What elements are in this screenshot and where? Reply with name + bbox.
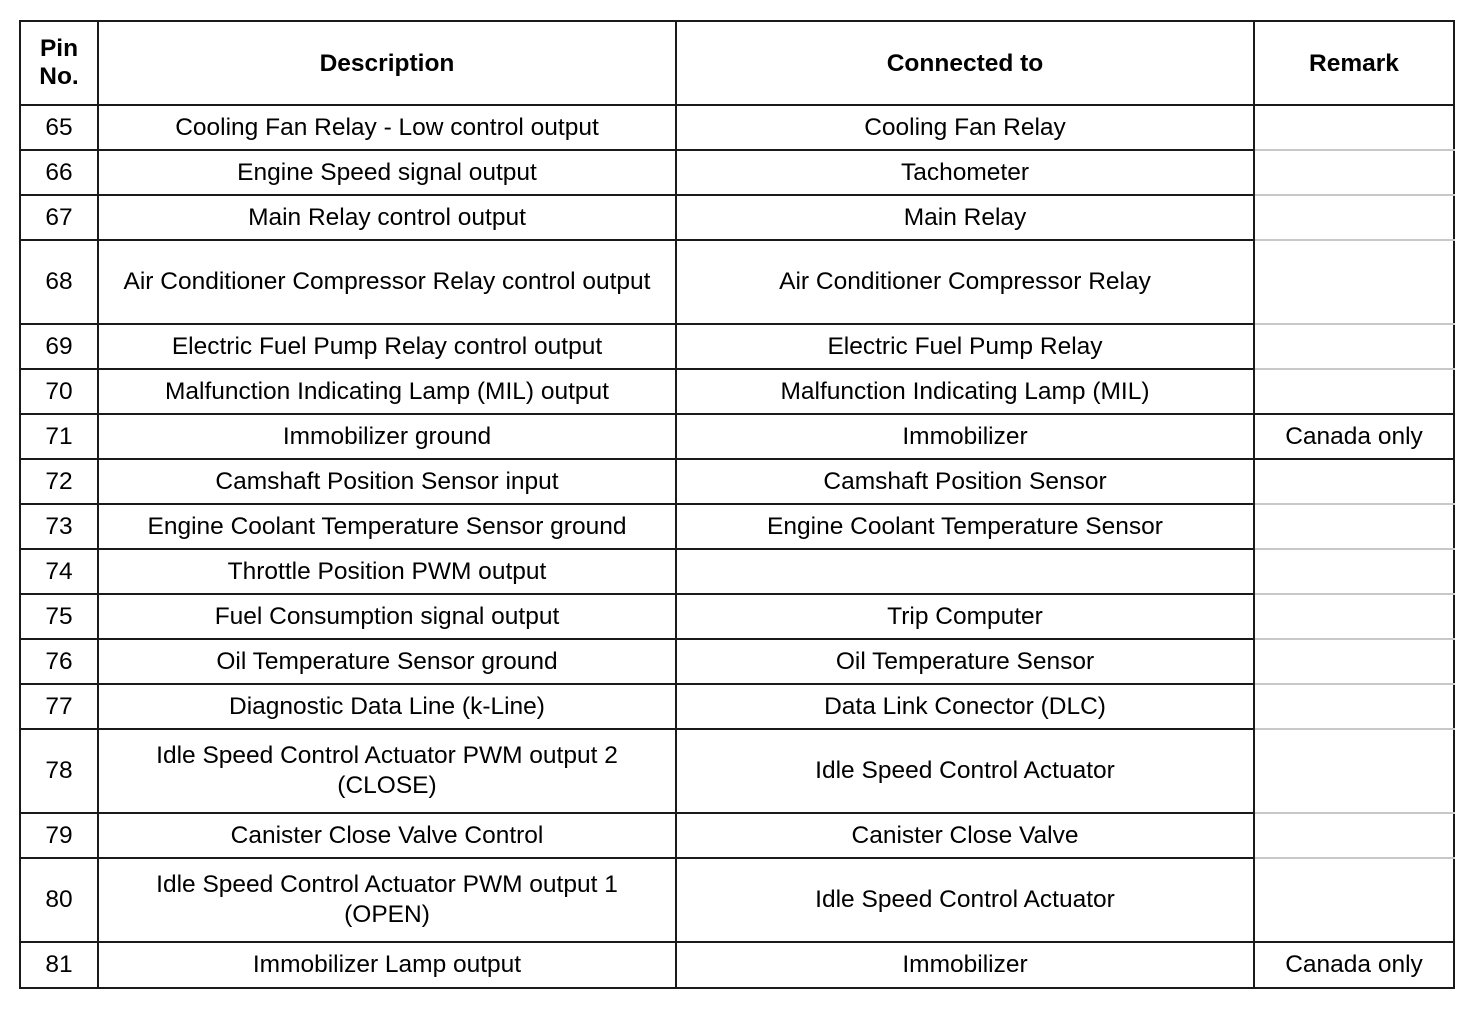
description-cell: Fuel Consumption signal output: [98, 594, 676, 639]
description-cell: Oil Temperature Sensor ground: [98, 639, 676, 684]
remark-cell: [1254, 594, 1454, 639]
remark-cell: [1254, 684, 1454, 729]
table-row: [20, 594, 1454, 639]
table-row: [20, 858, 1454, 942]
remark-cell: [1254, 858, 1454, 942]
pin-assignment-table: [19, 20, 1455, 989]
remark-cell: [1254, 105, 1454, 150]
pin-cell: 67: [20, 195, 98, 240]
table-row: [20, 369, 1454, 414]
table-row: [20, 813, 1454, 858]
description-cell: Cooling Fan Relay - Low control output: [98, 105, 676, 150]
pin-cell: 75: [20, 594, 98, 639]
remark-cell: Canada only: [1254, 414, 1454, 459]
pin-cell: 77: [20, 684, 98, 729]
remark-cell: [1254, 504, 1454, 549]
remark-cell: [1254, 813, 1454, 858]
description-cell: Electric Fuel Pump Relay control output: [98, 324, 676, 369]
description-cell: Malfunction Indicating Lamp (MIL) output: [98, 369, 676, 414]
pin-cell: 76: [20, 639, 98, 684]
pin-cell: 66: [20, 150, 98, 195]
pin-cell: 70: [20, 369, 98, 414]
remark-cell: [1254, 369, 1454, 414]
table-row: [20, 684, 1454, 729]
pin-cell: 73: [20, 504, 98, 549]
remark-cell: [1254, 459, 1454, 504]
connected-to-cell: Main Relay: [676, 195, 1254, 240]
connected-to-cell: [676, 549, 1254, 594]
connected-to-cell: Trip Computer: [676, 594, 1254, 639]
remark-cell: [1254, 324, 1454, 369]
description-cell: Main Relay control output: [98, 195, 676, 240]
header-description: Description: [98, 21, 676, 105]
connected-to-cell: Canister Close Valve: [676, 813, 1254, 858]
remark-cell: [1254, 150, 1454, 195]
pin-cell: 68: [20, 240, 98, 324]
remark-cell: [1254, 729, 1454, 813]
remark-cell: [1254, 549, 1454, 594]
pin-cell: 69: [20, 324, 98, 369]
connected-to-cell: Air Conditioner Compressor Relay: [676, 240, 1254, 324]
table-row: [20, 150, 1454, 195]
description-cell: Immobilizer ground: [98, 414, 676, 459]
table-row: [20, 942, 1454, 988]
pin-cell: 80: [20, 858, 98, 942]
pin-cell: 74: [20, 549, 98, 594]
table-row: [20, 195, 1454, 240]
remark-cell: [1254, 240, 1454, 324]
description-cell: Diagnostic Data Line (k-Line): [98, 684, 676, 729]
description-cell: Idle Speed Control Actuator PWM output 2 (CLOSE): [98, 729, 676, 813]
table-row: [20, 459, 1454, 504]
header-connected-to: Connected to: [676, 21, 1254, 105]
table-header-row: [20, 21, 1454, 105]
description-cell: Camshaft Position Sensor input: [98, 459, 676, 504]
description-cell: Immobilizer Lamp output: [98, 942, 676, 988]
table-row: [20, 105, 1454, 150]
table-row: [20, 549, 1454, 594]
description-cell: Canister Close Valve Control: [98, 813, 676, 858]
pin-cell: 71: [20, 414, 98, 459]
header-pin-line1: Pin: [39, 35, 79, 62]
connected-to-cell: Oil Temperature Sensor: [676, 639, 1254, 684]
description-cell: Throttle Position PWM output: [98, 549, 676, 594]
table-row: [20, 729, 1454, 813]
header-remark: Remark: [1254, 21, 1454, 105]
pin-cell: 72: [20, 459, 98, 504]
connected-to-cell: Data Link Conector (DLC): [676, 684, 1254, 729]
connected-to-cell: Immobilizer: [676, 414, 1254, 459]
connected-to-cell: Malfunction Indicating Lamp (MIL): [676, 369, 1254, 414]
table-row: [20, 414, 1454, 459]
pin-cell: 79: [20, 813, 98, 858]
connected-to-cell: Immobilizer: [676, 942, 1254, 988]
description-cell: Engine Coolant Temperature Sensor ground: [98, 504, 676, 549]
connected-to-cell: Idle Speed Control Actuator: [676, 858, 1254, 942]
connected-to-cell: Cooling Fan Relay: [676, 105, 1254, 150]
header-pin-no: [20, 21, 98, 105]
remark-cell: [1254, 195, 1454, 240]
pin-cell: 78: [20, 729, 98, 813]
remark-cell: [1254, 639, 1454, 684]
table-row: [20, 324, 1454, 369]
remark-cell: Canada only: [1254, 942, 1454, 988]
table-row: [20, 504, 1454, 549]
connected-to-cell: Tachometer: [676, 150, 1254, 195]
table-row: [20, 639, 1454, 684]
connected-to-cell: Camshaft Position Sensor: [676, 459, 1254, 504]
description-cell: Air Conditioner Compressor Relay control output: [98, 240, 676, 324]
connected-to-cell: Engine Coolant Temperature Sensor: [676, 504, 1254, 549]
pin-cell: 81: [20, 942, 98, 988]
header-pin-line2: No.: [39, 63, 79, 90]
table-row: [20, 240, 1454, 324]
connected-to-cell: Idle Speed Control Actuator: [676, 729, 1254, 813]
description-cell: Idle Speed Control Actuator PWM output 1 (OPEN): [98, 858, 676, 942]
connected-to-cell: Electric Fuel Pump Relay: [676, 324, 1254, 369]
pin-cell: 65: [20, 105, 98, 150]
description-cell: Engine Speed signal output: [98, 150, 676, 195]
